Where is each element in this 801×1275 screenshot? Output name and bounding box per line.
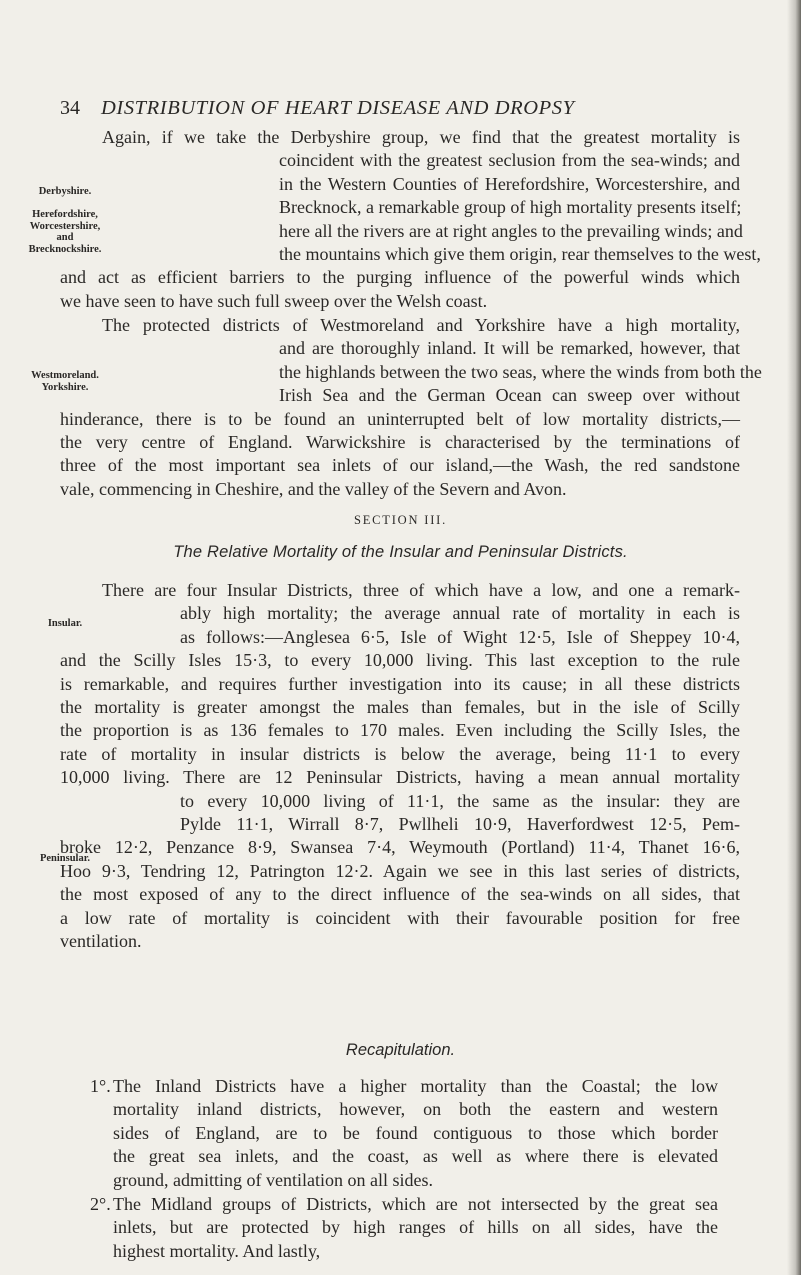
margin-note-line: Yorkshire. xyxy=(41,381,89,393)
paragraph-insular-peninsular xyxy=(60,579,740,954)
margin-note-peninsular: Peninsular. xyxy=(39,853,91,864)
running-title: DISTRIBUTION OF HEART DISEASE AND DROPSY xyxy=(101,97,575,119)
item-number: 1°. xyxy=(90,1076,111,1096)
text-line: vale, commencing in Cheshire, and the valley of the Severn and Avon. xyxy=(60,478,567,499)
text-line: sides of England, are to be found contiguous to those which border xyxy=(113,1122,718,1143)
text-line: the most exposed of any to the direct influence of the sea-winds on all sides, that xyxy=(60,884,740,905)
text-line: to every 10,000 living of 11·1, the same as the insular: they are xyxy=(180,790,740,811)
text-line: and are thoroughly inland. It will be remarked, however, that xyxy=(279,338,740,359)
text-line: Again, if we take the Derbyshire group, we find that the greatest mortality is xyxy=(102,127,740,147)
text-line: There are four Insular Districts, three of which have a low, and one a remark- xyxy=(102,580,740,600)
item-text xyxy=(113,1075,718,1192)
text-line: The protected districts of Westmoreland and Yorkshire have a high mortality, xyxy=(102,315,740,335)
text-line: is remarkable, and requires further investigation into its cause; in all these districts xyxy=(60,673,740,694)
text-line: as follows:—Anglesea 6·5, Isle of Wight 12·5, Isle of Sheppey 10·4, xyxy=(180,626,740,647)
item-number: 2°. xyxy=(90,1194,111,1214)
recap-item-1 xyxy=(90,1075,730,1195)
text-line: ground, admitting of ventilation on all sides. xyxy=(113,1169,433,1190)
text-line: in the Western Counties of Herefordshire, Worcestershire, and xyxy=(279,173,740,194)
text-line: Brecknock, a remarkable group of high mortality presents itself; xyxy=(279,197,742,218)
text-line: and act as efficient barriers to the purging influence of the powerful winds which xyxy=(60,267,740,288)
text-line: ventilation. xyxy=(60,931,142,952)
margin-note-line: Herefordshire, xyxy=(32,209,98,220)
text-line: here all the rivers are at right angles to the prevailing winds; and xyxy=(279,220,743,241)
text-line: Irish Sea and the German Ocean can sweep over without xyxy=(279,385,740,406)
text-line: inlets, but are protected by high ranges of hills on all sides, have the xyxy=(113,1217,718,1238)
text-line: the mortality is greater amongst the males than females, but in the isle of Scilly xyxy=(60,697,740,718)
paragraph-derbyshire xyxy=(60,126,761,313)
margin-note-derbyshire: Derbyshire. xyxy=(38,186,92,197)
text-line: and the Scilly Isles 15·3, to every 10,000 living. This last exception to the rule xyxy=(60,650,740,671)
text-line: 10,000 living. There are 12 Peninsular Districts, having a mean annual mortality xyxy=(60,767,740,788)
text-line: broke 12·2, Penzance 8·9, Swansea 7·4, Weymouth (Portland) 11·4, Thanet 16·6, xyxy=(60,837,740,858)
text-line: ably high mortality; the average annual rate of mortality in each is xyxy=(180,603,740,624)
text-line: the great sea inlets, and the coast, as well as where there is elevated xyxy=(113,1146,718,1167)
text-line: Hoo 9·3, Tendring 12, Patrington 12·2. Again we see in this last series of districts, xyxy=(60,860,740,881)
recap-item-2 xyxy=(90,1193,730,1265)
text-line: a low rate of mortality is coincident with their favourable position for free xyxy=(60,907,740,928)
margin-note-line: Westmoreland. xyxy=(31,370,99,381)
page-number: 34 xyxy=(60,97,80,119)
text-line: three of the most important sea inlets of our island,—the Wash, the red sandstone xyxy=(60,455,740,476)
text-line: highest mortality. And lastly, xyxy=(113,1240,321,1261)
text-line: Pylde 11·1, Wirrall 8·7, Pwllheli 10·9, Haverfordwest 12·5, Pem- xyxy=(180,814,740,835)
page-edge-shadow xyxy=(787,0,801,1275)
section-label: SECTION III. xyxy=(353,513,448,527)
margin-note-line: and Brecknockshire. xyxy=(28,232,102,255)
text-line: the very centre of England. Warwickshire is characterised by the terminations of xyxy=(60,432,740,453)
section-title: The Relative Mortality of the Insular and Peninsular Districts. xyxy=(173,543,628,561)
margin-note-insular: Insular. xyxy=(47,618,83,629)
text-line: rate of mortality in insular districts is below the average, being 11·1 to every xyxy=(60,743,740,764)
text-line: mortality inland districts, however, on both the eastern and western xyxy=(113,1099,718,1120)
item-text xyxy=(113,1193,718,1263)
margin-note-line: Worcestershire, xyxy=(29,220,101,232)
text-line: hinderance, there is to be found an uninterrupted belt of low mortality districts,— xyxy=(60,408,740,429)
text-line: the mountains which give them origin, rear themselves to the west, xyxy=(279,244,761,265)
text-line: coincident with the greatest seclusion from the sea-winds; and xyxy=(279,150,740,171)
text-line: The Inland Districts have a higher mortality than the Coastal; the low xyxy=(113,1076,718,1096)
text-line: the proportion is as 136 females to 170 males. Even including the Scilly Isles, the xyxy=(60,720,740,741)
text-line: The Midland groups of Districts, which are not intersected by the great sea xyxy=(113,1194,718,1214)
running-header xyxy=(60,97,740,127)
text-line: the highlands between the two seas, where the winds from both the xyxy=(279,361,762,382)
text-line: we have seen to have such full sweep over the Welsh coast. xyxy=(60,290,488,311)
paragraph-westmoreland xyxy=(60,314,762,501)
recapitulation-title: Recapitulation. xyxy=(345,1041,456,1059)
